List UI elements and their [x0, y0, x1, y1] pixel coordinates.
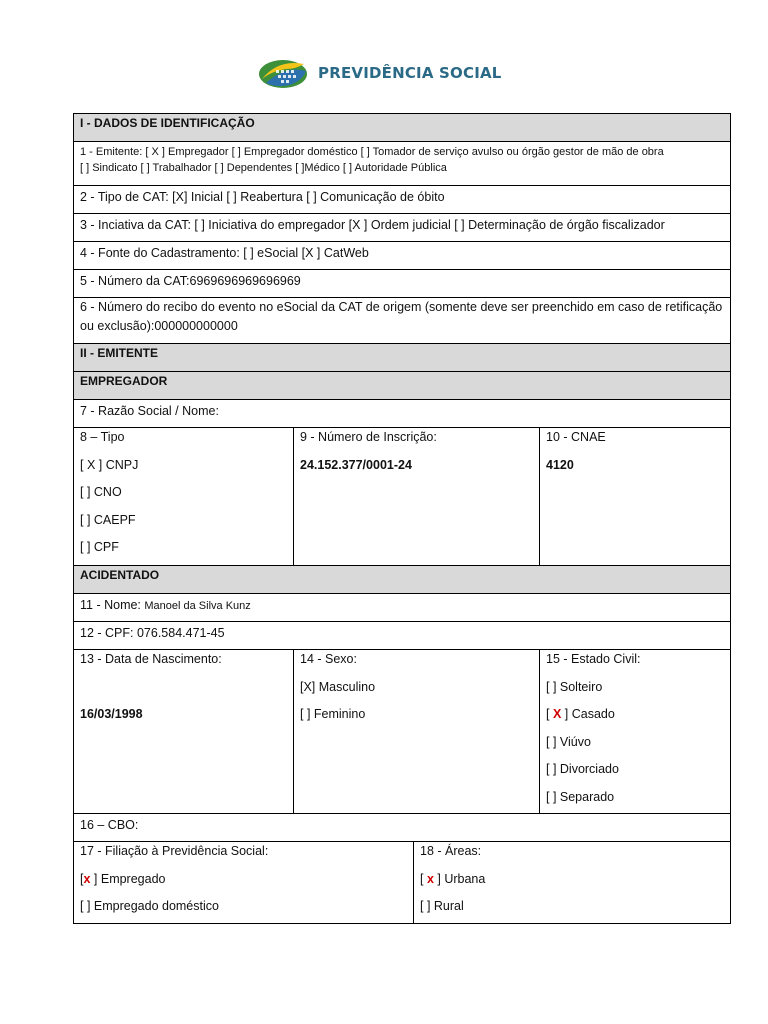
- filiacao-areas-row: [74, 842, 730, 923]
- field-tipo-inscricao-label: 8 – Tipo: [80, 430, 125, 444]
- option-urbana-label: ] Urbana: [433, 871, 486, 886]
- field-cnae-value: 4120: [546, 457, 574, 472]
- field-razao-social: [74, 400, 730, 428]
- option-divorciado: [ ] Divorciado: [546, 762, 619, 776]
- field-razao-social-label: 7 - Razão Social / Nome:: [80, 404, 219, 418]
- subsection-empregador-header: [74, 372, 730, 400]
- acidentado-details-row: [74, 650, 730, 814]
- field-nome-value: Manoel da Silva Kunz: [144, 600, 251, 612]
- field-tipo-cat: [74, 186, 730, 214]
- field-tipo-inscricao: [74, 428, 293, 565]
- check-mark: x: [83, 871, 91, 886]
- option-caepf: [ ] CAEPF: [80, 512, 136, 527]
- field-estado-civil-label: 15 - Estado Civil:: [546, 652, 641, 666]
- option-casado: [546, 707, 724, 735]
- section-acidentado-header: [74, 566, 730, 594]
- section-title: ACIDENTADO: [80, 568, 160, 582]
- field-iniciativa-cat: [74, 214, 730, 242]
- field-numero-recibo-text: 6 - Número do recibo do evento no eSocial da CAT de origem (somente deve ser preenchido em caso de retificação ou exclusão):000000000000: [80, 300, 723, 333]
- field-sexo-label: 14 - Sexo:: [300, 652, 357, 666]
- field-cbo: [74, 814, 730, 842]
- section-title: II - EMITENTE: [80, 346, 158, 360]
- option-cno: [ ] CNO: [80, 485, 122, 499]
- field-numero-inscricao-label: 9 - Número de Inscrição:: [300, 430, 437, 444]
- field-estado-civil: [539, 650, 730, 813]
- field-emitente-line2: [ ] Sindicato [ ] Trabalhador [ ] Dependentes [ ]Médico [ ] Autoridade Pública: [80, 162, 447, 174]
- field-areas-label: 18 - Áreas:: [420, 844, 482, 858]
- field-data-nascimento: [74, 650, 293, 813]
- option-masculino: [X] Masculino: [300, 679, 376, 694]
- field-emitente: [74, 142, 730, 186]
- check-mark: X: [552, 707, 562, 721]
- cat-form: [73, 113, 731, 924]
- option-casado-label: ] Casado: [561, 707, 615, 721]
- field-cpf: [74, 622, 730, 650]
- field-numero-cat: [74, 270, 730, 298]
- logo-text: PREVIDÊNCIA SOCIAL: [318, 64, 502, 82]
- field-cnae: [539, 428, 730, 565]
- field-numero-cat-text: 5 - Número da CAT:6969696969696969: [80, 274, 301, 288]
- bracket-open: [: [546, 707, 553, 721]
- section-title: I - DADOS DE IDENTIFICAÇÃO: [80, 116, 255, 130]
- field-sexo: [293, 650, 539, 813]
- option-empregado-label: ] Empregado: [90, 871, 166, 886]
- field-nome-label: 11 - Nome:: [80, 598, 145, 612]
- field-iniciativa-cat-text: 3 - Inciativa da CAT: [ ] Iniciativa do empregador [X ] Ordem judicial [ ] Determinação de órgão fiscalizador: [80, 218, 665, 232]
- field-numero-inscricao-value: 24.152.377/0001-24: [300, 457, 412, 472]
- field-cpf-text: 12 - CPF: 076.584.471-45: [80, 626, 225, 640]
- option-separado: [ ] Separado: [546, 789, 615, 804]
- bracket-open: [: [80, 871, 84, 886]
- check-mark: x: [426, 871, 434, 886]
- bracket-open: [: [420, 871, 427, 886]
- section-dados-identificacao-header: [74, 114, 730, 142]
- field-data-nascimento-label: 13 - Data de Nascimento:: [80, 652, 222, 666]
- field-fonte-cadastramento-text: 4 - Fonte do Cadastramento: [ ] eSocial [X ] CatWeb: [80, 246, 369, 260]
- field-data-nascimento-value: 16/03/1998: [80, 707, 143, 721]
- previdencia-logo-icon: [256, 55, 312, 91]
- field-tipo-cat-text: 2 - Tipo de CAT: [X] Inicial [ ] Reabertura [ ] Comunicação de óbito: [80, 190, 445, 204]
- field-cnae-label: 10 - CNAE: [546, 430, 606, 444]
- option-empregado: [80, 872, 407, 900]
- field-cbo-label: 16 – CBO:: [80, 818, 139, 832]
- option-viuvo: [ ] Viúvo: [546, 734, 591, 749]
- field-emitente-line1: 1 - Emitente: [ X ] Empregador [ ] Empregador doméstico [ ] Tomador de serviço avulso ou órgão gestor de mão de obra: [80, 146, 664, 158]
- field-fonte-cadastramento: [74, 242, 730, 270]
- field-numero-inscricao: [293, 428, 539, 565]
- option-cpf: [ ] CPF: [80, 540, 119, 554]
- option-cnpj: [ X ] CNPJ: [80, 457, 139, 472]
- subsection-title: EMPREGADOR: [80, 374, 168, 388]
- section-emitente-header: [74, 344, 730, 372]
- field-nome: [74, 594, 730, 622]
- previdencia-social-logo: [256, 52, 502, 94]
- field-numero-recibo: [74, 298, 730, 344]
- field-filiacao-label: 17 - Filiação à Previdência Social:: [80, 844, 269, 858]
- field-areas: [413, 842, 730, 923]
- option-feminino: [ ] Feminino: [300, 707, 366, 721]
- option-rural: [ ] Rural: [420, 899, 464, 913]
- option-empregado-domestico: [ ] Empregado doméstico: [80, 899, 219, 913]
- option-urbana: [420, 872, 724, 900]
- spacer: [80, 680, 287, 708]
- empregador-details-row: [74, 428, 730, 566]
- field-filiacao: [74, 842, 413, 923]
- option-solteiro: [ ] Solteiro: [546, 679, 603, 694]
